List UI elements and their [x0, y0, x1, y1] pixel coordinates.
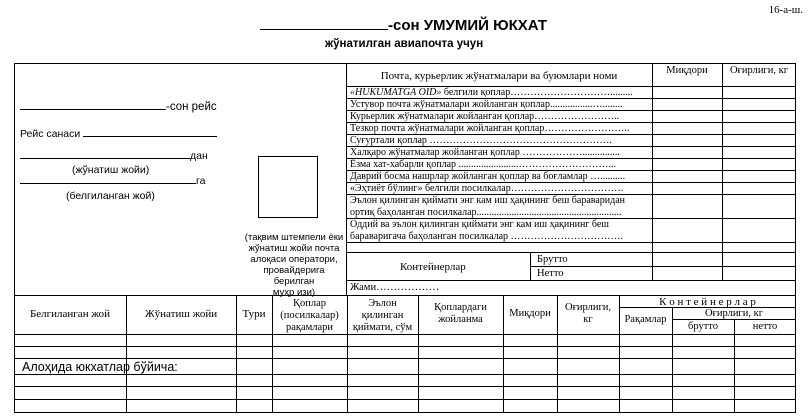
item-row-text: Оддий ва эълон қилинган қиймати энг кам иш ҳақининг беш [350, 219, 609, 230]
flight-number-row [20, 101, 217, 113]
stamp-caption-line: (тақвим штемпели ёки [244, 232, 344, 243]
hdr-bags-line: рақамлари [285, 322, 334, 333]
item-weight-cell[interactable] [723, 195, 794, 218]
item-weight-cell[interactable] [723, 99, 794, 110]
document-subtitle: жўнатилган авиапочта учун [325, 38, 484, 50]
item-row-text-line2: ортиқ баҳоланган посилкалар.......................................................... [350, 207, 622, 218]
hdr-bags [272, 298, 347, 334]
frame-top [14, 63, 796, 64]
item-weight-cell[interactable] [723, 219, 794, 242]
hdr-bag-contents [418, 302, 503, 326]
hdr-quantity: Миқдори [509, 308, 551, 319]
item-weight-cell[interactable] [723, 147, 794, 158]
item-row-separator [346, 242, 796, 243]
flight-date-label: Рейс санаси [20, 128, 81, 140]
item-weight-cell[interactable] [723, 123, 794, 134]
waybill-number-blank[interactable] [260, 29, 388, 30]
item-quantity-cell[interactable] [653, 135, 721, 146]
item-row-text: Даврий босма нашрлар жойланган қоплар ва боғламлар ….......... [350, 171, 626, 182]
hdr-contents-line: жойланма [438, 314, 483, 325]
bottom-row-line [14, 399, 796, 400]
item-weight-cell[interactable] [723, 111, 794, 122]
document-title [260, 17, 547, 34]
destination-row [20, 175, 205, 187]
bottom-table-bottom [14, 412, 796, 413]
item-weight-cell[interactable] [723, 135, 794, 146]
item-quantity-cell[interactable] [653, 219, 721, 242]
item-row-text: Тезкор почта жўнатмалари жойланган қоплар…………………….. [350, 123, 630, 134]
hdr-container-numbers: Рақамлар [624, 314, 667, 325]
item-row-text: Эълон қилинган қиймати энг кам иш ҳақининг беш бараваридан [350, 195, 626, 206]
hdr-container-weight: Оғирлиги, кг [704, 308, 764, 319]
bottom-row-line [14, 374, 796, 375]
hdr-contents-line: Қоплардаги [434, 302, 487, 313]
title-suffix: -сон УМУМИЙ ЮКХАТ [388, 17, 547, 34]
items-header-quantity: Миқдори [666, 65, 708, 76]
item-row-text: «Эҳтиёт бўлинг» белгили посилкалар……………………………. [350, 183, 624, 194]
origin-caption: (жўнатиш жойи) [72, 164, 150, 176]
item-row-text: белгили қоплар…………………………......... [441, 87, 633, 98]
item-weight-cell[interactable] [723, 87, 794, 98]
bottom-header-bottom [14, 334, 796, 335]
item-row-text: Курьерлик жўнатмалари жойланган қоплар…………………….. [350, 111, 620, 122]
item-quantity-cell[interactable] [653, 183, 721, 194]
special-waybills-label: Алоҳида юкхатлар бўйича: [22, 360, 178, 374]
stamp-caption-line: алоқаси оператори, [250, 254, 338, 265]
containers-label: Контейнерлар [400, 261, 466, 273]
gross-label: Брутто [537, 254, 568, 265]
stamp-caption-line: муҳр изи) [272, 287, 316, 298]
flight-number-field[interactable] [20, 109, 166, 110]
item-quantity-cell[interactable] [653, 111, 721, 122]
hdr-value-line: қилинган [361, 310, 404, 321]
item-row-text: Ёзма хат-хабарли қоплар ........................………………………... [350, 159, 617, 170]
origin-suffix: дан [190, 150, 208, 162]
net-label: Нетто [537, 268, 564, 279]
destination-suffix: га [196, 175, 206, 187]
items-header-name: Почта, курьерлик жўнатмалари ва буюмлари номи [380, 70, 618, 82]
item-weight-cell[interactable] [723, 159, 794, 170]
col-border-8 [619, 295, 620, 413]
item-row-label [350, 195, 650, 219]
stamp-caption [244, 232, 344, 298]
hdr-type: Тури [242, 308, 266, 320]
item-row-label [350, 219, 650, 243]
hdr-origin: Жўнатиш жойи [144, 308, 218, 320]
item-row-text: Суғуртали қоплар ………………………………………………. [350, 135, 612, 146]
flight-date-field[interactable] [83, 136, 217, 137]
flight-date-row [20, 128, 217, 140]
hdr-destination: Белгиланган жой [29, 308, 111, 320]
bottom-left-border [14, 295, 15, 413]
items-header-weight: Оғирлиги, кг [729, 65, 789, 76]
origin-row [20, 150, 208, 162]
item-row-text-line2: бараваригача баҳоланган посилкалар ……………………………. [350, 231, 624, 242]
form-code: 16-а-ш. [768, 4, 803, 16]
item-row-italic-prefix: «HUKUMATGA OID» [350, 87, 442, 98]
item-quantity-cell[interactable] [653, 147, 721, 158]
item-quantity-cell[interactable] [653, 123, 721, 134]
stamp-caption-line: провайдерига берилган [263, 265, 325, 287]
hdr-net: нетто [752, 321, 778, 332]
hdr-weight-line: кг [583, 314, 593, 325]
item-weight-cell[interactable] [723, 183, 794, 194]
hdr-value-line: қиймати, сўм [352, 322, 413, 333]
total-label: Жами……………… [350, 282, 440, 293]
bottom-row-line [14, 346, 796, 347]
hdr-weight-line: Оғирлиги, [564, 302, 612, 313]
hdr-gross: брутто [688, 321, 718, 332]
total-top [346, 280, 796, 281]
hdr-weight [557, 302, 619, 326]
item-quantity-cell[interactable] [653, 87, 721, 98]
hdr-bags-line: Қоплар [292, 298, 327, 309]
item-quantity-cell[interactable] [653, 195, 721, 218]
frame-right [795, 63, 796, 413]
item-row-text: Халқаро жўнатмалар жойланган қоплар ………………............... [350, 147, 620, 158]
item-weight-cell[interactable] [723, 171, 794, 182]
destination-caption: (белгиланган жой) [66, 190, 155, 202]
hdr-containers: К о н т е й н е р л а р [659, 296, 756, 308]
stamp-caption-line: жўнатиш жойи почта [248, 243, 340, 254]
bottom-row-line [14, 386, 796, 387]
item-quantity-cell[interactable] [653, 171, 721, 182]
flight-suffix: -сон рейс [166, 101, 217, 113]
hdr-value-line: Эълон [368, 298, 397, 309]
stamp-box[interactable] [258, 156, 318, 218]
origin-field[interactable] [20, 158, 190, 159]
gross-net-divider [530, 266, 796, 267]
hdr-declared-value [347, 298, 418, 334]
item-row-text: Устувор почта жўнатмалари жойланган қоплар.................…........ [350, 99, 623, 110]
hdr-bags-line: (посилкалар) [280, 310, 339, 321]
frame-left [14, 63, 15, 295]
item-quantity-cell[interactable] [653, 99, 721, 110]
item-quantity-cell[interactable] [653, 159, 721, 170]
destination-field[interactable] [20, 183, 196, 184]
bottom-row-line [14, 358, 796, 359]
containers-top [346, 252, 796, 253]
